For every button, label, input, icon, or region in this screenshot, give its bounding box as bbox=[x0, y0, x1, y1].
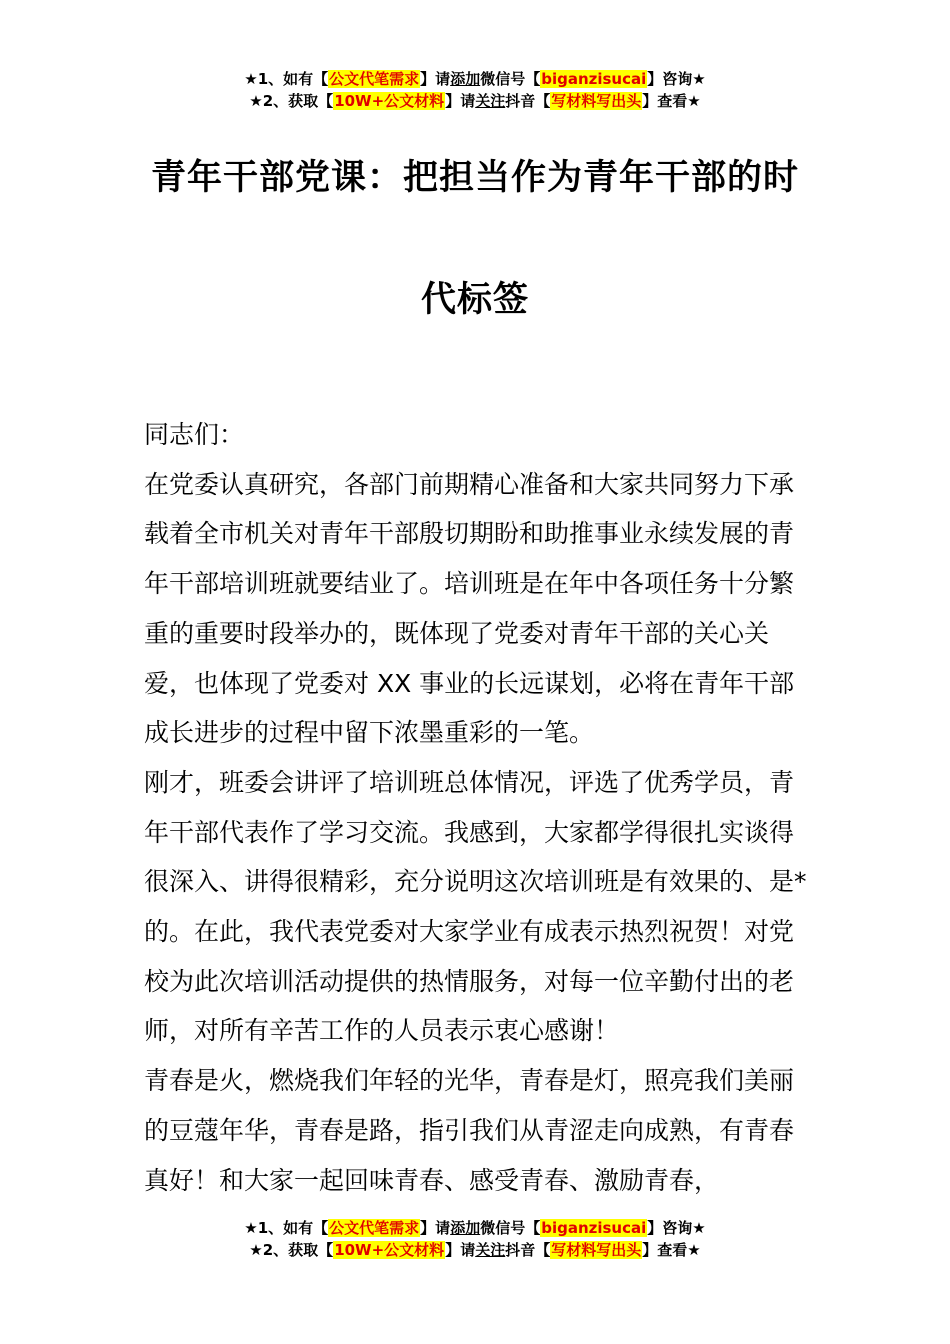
promo-line-2: ★2、获取【10W+公文材料】请关注抖音【写材料写出头】查看★ bbox=[249, 1241, 701, 1259]
promo-line-1: ★1、如有【公文代笔需求】请添加微信号【biganzisucai】咨询★ bbox=[244, 70, 706, 88]
paragraph-3: 青春是火，燃烧我们年轻的光华，青春是灯，照亮我们美丽的豆蔻年华，青春是路，指引我们从青涩走向成熟，有青春真好！和大家一起回味青春、感受青春、激励青春， bbox=[144, 1066, 795, 1195]
promo-line-1: ★1、如有【公文代笔需求】请添加微信号【biganzisucai】咨询★ bbox=[244, 1219, 706, 1237]
promo-footer bbox=[0, 1217, 950, 1261]
document-title-line-1: 青年干部党课：把担当作为青年干部的时 bbox=[150, 158, 799, 198]
document-body bbox=[144, 410, 814, 1205]
document-title-line-2: 代标签 bbox=[420, 280, 529, 320]
promo-highlight: 10W+公文材料 bbox=[334, 92, 445, 110]
promo-highlight: 公文代笔需求 bbox=[329, 1219, 420, 1237]
promo-highlight: biganzisucai bbox=[541, 1219, 647, 1237]
promo-highlight: biganzisucai bbox=[541, 70, 647, 88]
promo-highlight: 写材料写出头 bbox=[551, 1241, 642, 1259]
promo-highlight: 10W+公文材料 bbox=[334, 1241, 445, 1259]
promo-header bbox=[0, 68, 950, 112]
paragraph-2: 刚才，班委会讲评了培训班总体情况，评选了优秀学员，青年干部代表作了学习交流。我感到，大家都学得很扎实谈得很深入、讲得很精彩，充分说明这次培训班是有效果的、是*的。在此，我代表党委对大家学业有成表示热烈祝贺！对党校为此次培训活动提供的热情服务，对每一位辛勤付出的老师，对所有辛苦工作的人员表示衷心感谢！ bbox=[144, 767, 807, 1046]
promo-line-2: ★2、获取【10W+公文材料】请关注抖音【写材料写出头】查看★ bbox=[249, 92, 701, 110]
paragraph-1: 在党委认真研究，各部门前期精心准备和大家共同努力下承载着全市机关对青年干部殷切期盼和助推事业永续发展的青年干部培训班就要结业了。培训班是在年中各项任务十分繁重的重要时段举办的，既体现了党委对青年干部的关心关爱，也体现了党委对 XX 事业的长远谋划，必将在青年干部成长进步的过程中留下浓墨重彩的一笔。 bbox=[144, 469, 795, 748]
promo-highlight: 公文代笔需求 bbox=[329, 70, 420, 88]
promo-highlight: 写材料写出头 bbox=[551, 92, 642, 110]
salutation: 同志们： bbox=[144, 420, 245, 449]
